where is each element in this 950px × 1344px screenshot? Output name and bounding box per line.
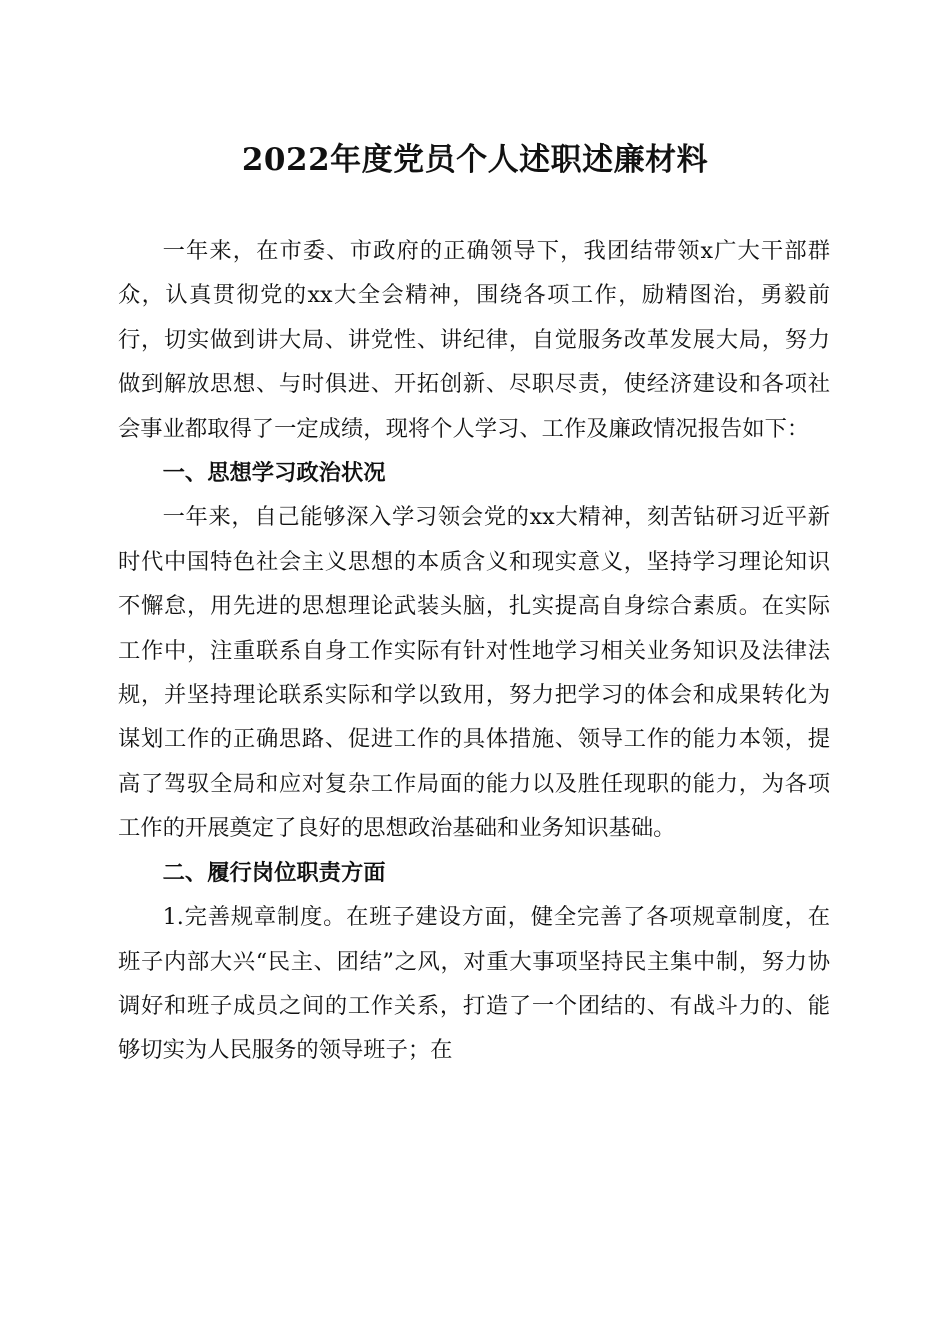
section-heading-thought-study: 一、思想学习政治状况 (162, 460, 386, 487)
section-heading-duties: 二、履行岗位职责方面 (162, 859, 386, 886)
section-paragraph-duties: 1.完善规章制度。在班子建设方面，健全完善了各项规章制度，在班子内部大兴“民主、团结”之风，对重大事项坚持民主集中制，努力协调好和班子成员之间的工作关系，打造了一个团结的、有战斗力的、能够切实为人民服务的领导班子；在 (118, 904, 830, 1064)
intro-paragraph: 一年来，在市委、市政府的正确领导下，我团结带领x广大干部群众，认真贯彻党的xx大全会精神，围绕各项工作，励精图治，勇毅前行，切实做到讲大局、讲党性、讲纪律，自觉服务改革发展大局，努力做到解放思想、与时俱进、开拓创新、尽职尽责，使经济建设和各项社会事业都取得了一定成绩，现将个人学习、工作及廉政情况报告如下： (118, 238, 830, 442)
document-body (118, 229, 830, 1073)
section-paragraph-thought-study: 一年来，自己能够深入学习领会党的xx大精神，刻苦钻研习近平新时代中国特色社会主义思想的本质含义和现实意义，坚持学习理论知识不懈怠，用先进的思想理论武装头脑，扎实提高自身综合素质。在实际工作中，注重联系自身工作实际有针对性地学习相关业务知识及法律法规，并坚持理论联系实际和学以致用，努力把学习的体会和成果转化为谋划工作的正确思路、促进工作的具体措施、领导工作的能力本领，提高了驾驭全局和应对复杂工作局面的能力以及胜任现职的能力，为各项工作的开展奠定了良好的思想政治基础和业务知识基础。 (118, 504, 830, 842)
document-title: 2022年度党员个人述职述廉材料 (241, 142, 709, 178)
